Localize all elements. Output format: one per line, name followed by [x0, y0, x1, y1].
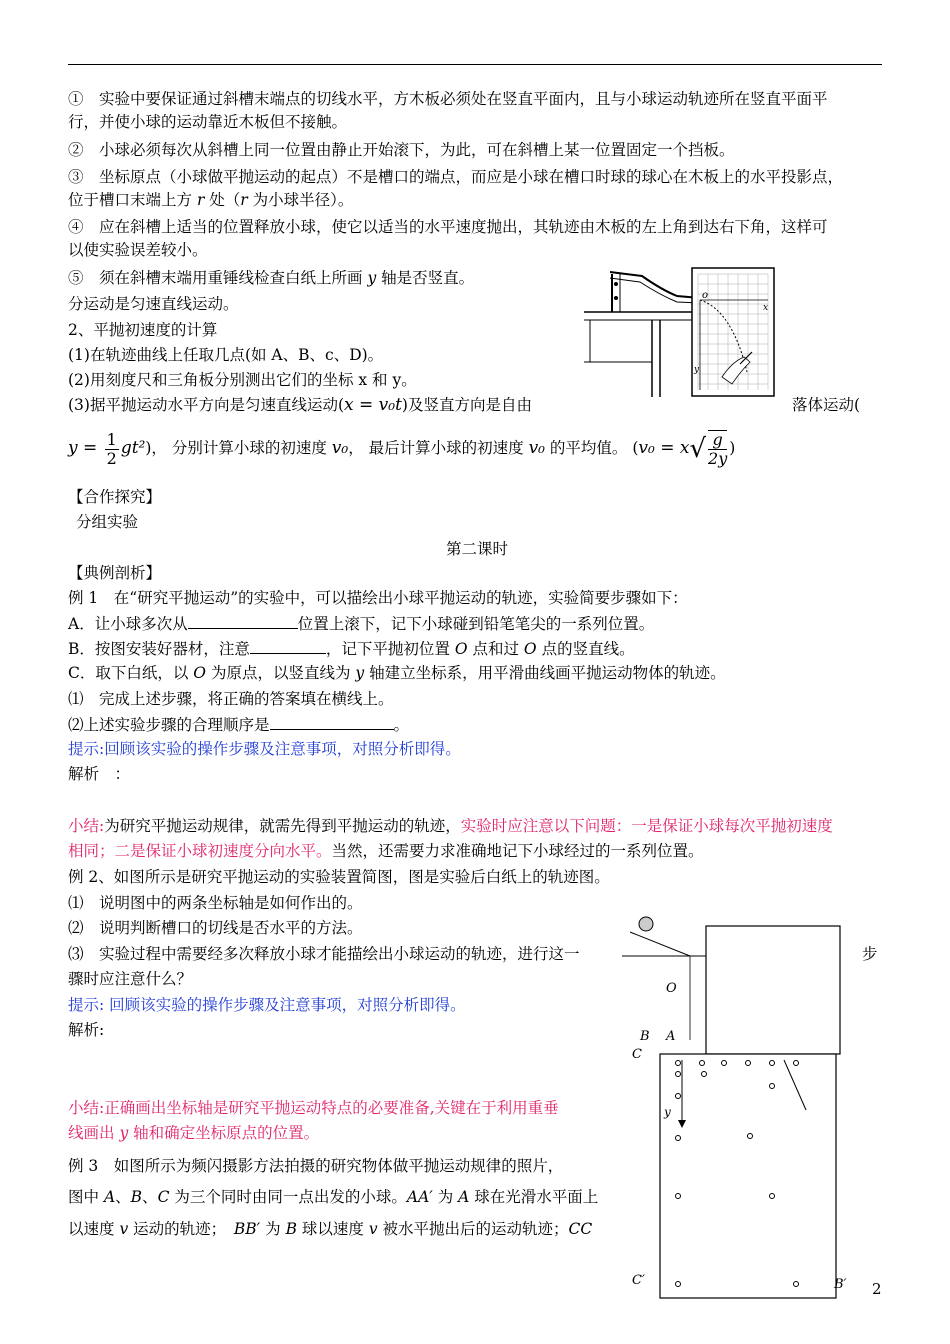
text-run: 、: [115, 1188, 131, 1206]
text-run: r: [196, 191, 205, 209]
text-run: 的平均值。 (: [544, 439, 639, 457]
text-run: )及竖直方向是自由: [401, 396, 532, 414]
text-run: 位于槽口末端上方: [68, 191, 197, 209]
text-run: 被水平抛出后的运动轨迹；: [377, 1220, 569, 1238]
text-run: 轴是否竖直。: [376, 269, 475, 287]
denominator: 2y: [708, 449, 728, 468]
text-run: 为: [432, 1188, 459, 1206]
hint-text: 提示:回顾该实验的操作步骤及注意事项，对照分析即得。: [68, 740, 461, 758]
formula-line: [68, 426, 735, 471]
label-a: A: [666, 1029, 676, 1044]
text-run: B: [130, 1188, 143, 1206]
text-line: ③ 坐标原点（小球做平抛运动的起点）不是槽口的端点，而应是小球在槽口时球的球心在木板上的水平投影点，: [68, 168, 844, 186]
text-run: O: [523, 640, 537, 658]
text-run: B: [285, 1220, 297, 1238]
text-run: 图中: [68, 1188, 104, 1206]
formula: x = v₀t: [344, 395, 402, 415]
text-line: [68, 637, 635, 660]
text-line: [68, 713, 409, 736]
text-run: C．取下白纸，以: [68, 664, 194, 682]
text-run: 为小球半径）。: [247, 191, 354, 209]
text-line: [68, 662, 726, 684]
label-o: o: [702, 290, 709, 301]
text-run: 球以速度: [296, 1220, 369, 1238]
label-b-prime: B′: [834, 1277, 847, 1292]
text-run: r: [240, 191, 248, 209]
text-run: (3)据平抛运动水平方向是匀速直线运动(: [68, 396, 345, 414]
formula: v₀ = x: [638, 438, 690, 458]
text-run: y: [119, 1124, 129, 1142]
denominator: 2: [106, 448, 117, 468]
label-y: y: [694, 365, 700, 375]
text-run: O: [454, 640, 468, 658]
text-line: 以使实验误差较小。: [68, 241, 208, 259]
text-run: A: [458, 1188, 470, 1206]
text-run: v: [119, 1220, 129, 1238]
text-line: 解析 ：: [68, 765, 131, 783]
label-b: B: [640, 1029, 650, 1044]
summary-label: 小结:: [68, 817, 105, 835]
sqrt-sign: √: [689, 434, 707, 464]
text-line: 分组实验: [76, 513, 139, 531]
fraction: [105, 431, 119, 468]
text-run: )， 分别计算小球的初速度: [145, 439, 332, 457]
hint-text: 提示: 回顾该实验的操作步骤及注意事项，对照分析即得。: [68, 996, 466, 1014]
formula: y =: [68, 438, 103, 458]
apparatus-figure: [582, 262, 782, 402]
summary-highlight: 相同；二是保证小球初速度分向水平。: [68, 842, 332, 860]
text-line: [68, 1218, 592, 1240]
label-c: C: [632, 1047, 642, 1062]
trajectory-figure: [620, 910, 860, 1310]
text-run: A: [103, 1188, 116, 1206]
text-run: O: [193, 664, 207, 682]
text-run: v: [368, 1220, 378, 1238]
text-run: y: [355, 664, 365, 682]
formula: gt²: [120, 438, 146, 458]
summary-line: 小结:正确画出坐标轴是研究平抛运动特点的必要准备,关键在于利用重垂: [68, 1099, 559, 1117]
text-line: 例 1 在“研究平抛运动”的实验中，可以描绘出小球平抛运动的轨迹，实验简要步骤如下：: [68, 589, 688, 607]
page-number: 2: [872, 1280, 882, 1298]
text-run: 为原点，以竖直线为: [206, 664, 356, 682]
text-run: 为: [260, 1220, 286, 1238]
text-run: 为三个同时由同一点出发的小球。: [169, 1188, 407, 1206]
label-c-prime: C′: [632, 1273, 645, 1288]
text-run: ): [729, 439, 736, 457]
formula: v₀: [331, 438, 349, 458]
summary-highlight: 实验时应注意以下问题：一是保证小球每次平抛初速度: [460, 817, 833, 835]
text-line: [68, 612, 654, 635]
text-line: (1)在轨迹曲线上任取几点(如 A、B、c、D)。: [68, 346, 384, 364]
text-line: [68, 267, 474, 289]
header-rule: [68, 64, 882, 65]
text-run: 轴建立坐标系，用平滑曲线画平抛运动物体的轨迹。: [364, 664, 726, 682]
label-y: y: [664, 1105, 671, 1119]
text-line: ⑵ 说明判断槽口的切线是否水平的方法。: [68, 919, 363, 937]
label-x: x: [763, 303, 769, 313]
text-run: AA′: [406, 1188, 433, 1206]
text-line: [68, 189, 353, 211]
summary-line: [68, 840, 704, 862]
formula: v₀: [528, 438, 545, 458]
text-line: ⑶ 实验过程中需要经多次释放小球才能描绘出小球运动的轨迹，进行这一: [68, 945, 580, 963]
text-run: 位置上滚下，记下小球碰到铅笔笔尖的一系列位置。: [297, 615, 655, 633]
text-line: 骤时应注意什么？: [68, 970, 193, 988]
text-run: A．让小球多次从: [68, 615, 188, 633]
text-run: 球在光滑水平面上: [469, 1188, 599, 1206]
text-run: 轴和确定坐标原点的位置。: [128, 1124, 320, 1142]
text-line: ② 小球必须每次从斜槽上同一位置由静止开始滚下，为此，可在斜槽上某一位置固定一个挡板。: [68, 141, 735, 159]
lesson-title: 第二课时: [446, 540, 509, 558]
text-line: ⑴ 说明图中的两条坐标轴是如何作出的。: [68, 894, 363, 912]
text-run: 点和过: [467, 640, 524, 658]
text-line: 步: [862, 945, 878, 963]
text-line: [68, 394, 532, 416]
answer-blank[interactable]: [250, 637, 326, 654]
text-run: 点的竖直线。: [536, 640, 635, 658]
summary-line: [68, 1122, 319, 1144]
text-run: 、: [142, 1188, 158, 1206]
summary-line: [68, 815, 833, 837]
text-line: 2、平抛初速度的计算: [68, 321, 218, 339]
text-line: 落体运动(: [792, 396, 861, 414]
text-run: ⑤ 须在斜槽末端用重锤线检查白纸上所画: [68, 269, 368, 287]
text-run: 线画出: [68, 1124, 120, 1142]
text-line: [68, 1186, 598, 1208]
text-run: 运动的轨迹；: [128, 1220, 234, 1238]
text-run: 当然，还需要力求准确地记下小球经过的一系列位置。: [331, 842, 704, 860]
text-line: ⑴ 完成上述步骤，将正确的答案填在横线上。: [68, 690, 394, 708]
text-run: y: [367, 269, 377, 287]
text-run: C: [157, 1188, 170, 1206]
answer-blank[interactable]: [270, 713, 394, 730]
text-line: 例 3 如图所示为频闪摄影方法拍摄的研究物体做平抛运动规律的照片，: [68, 1157, 564, 1175]
numerator: g: [708, 431, 727, 450]
text-run: 。: [393, 716, 410, 734]
text-run: 处（: [204, 191, 241, 209]
fraction: [708, 430, 727, 468]
text-run: ⑵上述实验步骤的合理顺序是: [68, 716, 270, 734]
text-line: 例 2、如图所示是研究平抛运动的实验装置简图，图是实验后白纸上的轨迹图。: [68, 868, 610, 886]
section-heading: 【合作探究】: [68, 488, 162, 506]
text-run: 为研究平抛运动规律，就需先得到平抛运动的轨迹，: [104, 817, 461, 835]
text-run: B．按图安装好器材，注意: [68, 640, 250, 658]
section-heading: 【典例剖析】: [68, 564, 162, 582]
text-run: ，记下平抛初位置: [325, 640, 455, 658]
text-line: 解析:: [68, 1021, 105, 1039]
text-line: 分运动是匀速直线运动。: [68, 295, 239, 313]
text-run: BB′: [233, 1220, 261, 1238]
text-line: ① 实验中要保证通过斜槽末端点的切线水平，方木板必须处在竖直平面内，且与小球运动轨迹所在竖直平面平: [68, 90, 828, 108]
text-line: 行，并使小球的运动靠近木板但不接触。: [68, 113, 348, 131]
text-run: ， 最后计算小球的初速度: [348, 439, 529, 457]
text-line: (2)用刻度尺和三角板分别测出它们的坐标 x 和 y。: [68, 371, 417, 389]
text-run: CC: [568, 1220, 593, 1238]
answer-blank[interactable]: [188, 612, 298, 629]
text-run: 以速度: [68, 1220, 120, 1238]
text-line: ④ 应在斜槽上适当的位置释放小球，使它以适当的水平速度抛出，其轨迹由木板的左上角到达右下角，这样可: [68, 218, 828, 236]
label-o: O: [666, 981, 677, 996]
numerator: 1: [106, 429, 117, 449]
